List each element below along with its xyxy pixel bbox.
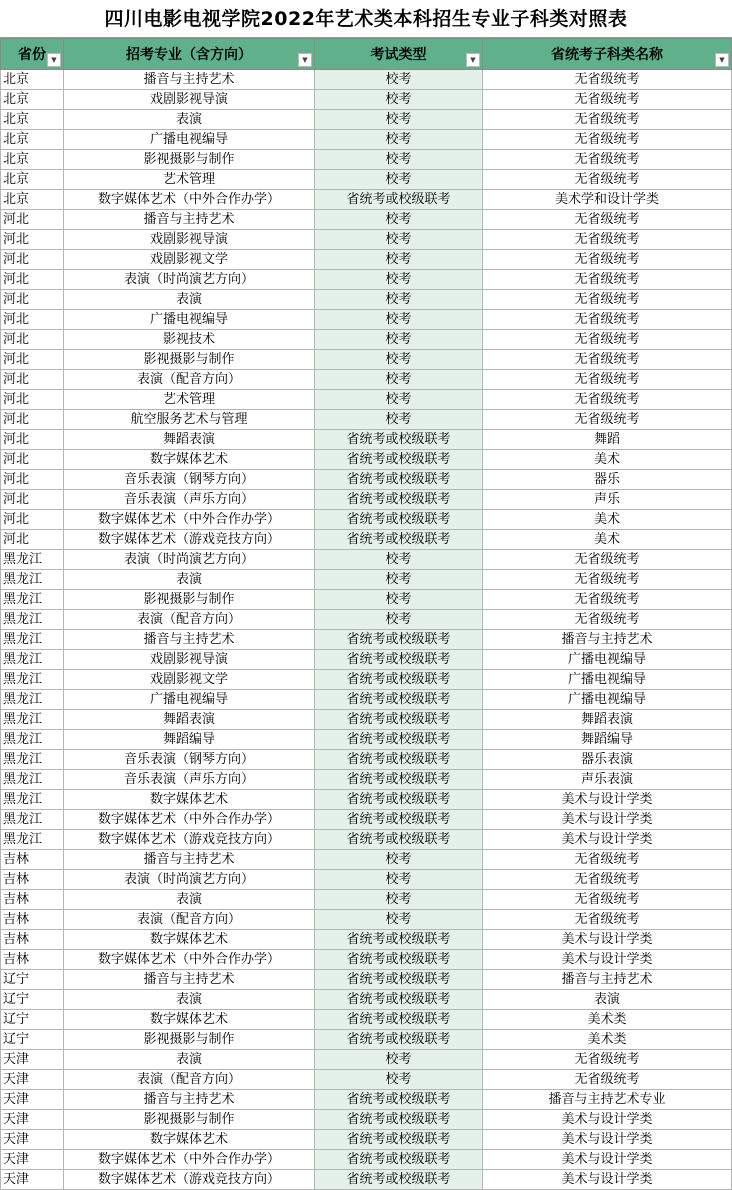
table-row <box>1 350 732 370</box>
cell-major[interactable]: 数字媒体艺术 <box>64 1010 315 1030</box>
cell-subcategory[interactable]: 无省级统考 <box>483 410 732 430</box>
cell-major[interactable]: 数字媒体艺术 <box>64 790 315 810</box>
table-row <box>1 110 732 130</box>
cell-exam-type[interactable]: 省统考或校级联考 <box>315 950 483 970</box>
table-row <box>1 390 732 410</box>
cell-exam-type[interactable]: 校考 <box>315 1070 483 1090</box>
table-row <box>1 890 732 910</box>
cell-province[interactable]: 吉林 <box>1 850 64 870</box>
cell-subcategory[interactable]: 无省级统考 <box>483 850 732 870</box>
cell-province[interactable]: 北京 <box>1 190 64 210</box>
table-row <box>1 830 732 850</box>
cell-major[interactable]: 舞蹈表演 <box>64 710 315 730</box>
cell-exam-type[interactable]: 省统考或校级联考 <box>315 830 483 850</box>
cell-province[interactable]: 河北 <box>1 370 64 390</box>
header-major <box>64 39 315 70</box>
cell-subcategory[interactable]: 无省级统考 <box>483 250 732 270</box>
cell-subcategory[interactable]: 美术与设计学类 <box>483 790 732 810</box>
header-province <box>1 39 64 70</box>
table-row <box>1 770 732 790</box>
cell-province[interactable]: 河北 <box>1 270 64 290</box>
cell-subcategory[interactable]: 无省级统考 <box>483 130 732 150</box>
cell-exam-type[interactable]: 校考 <box>315 230 483 250</box>
cell-province[interactable]: 黑龙江 <box>1 610 64 630</box>
cell-province[interactable]: 河北 <box>1 350 64 370</box>
cell-major[interactable]: 播音与主持艺术 <box>64 970 315 990</box>
cell-subcategory[interactable]: 声乐 <box>483 490 732 510</box>
cell-exam-type[interactable]: 省统考或校级联考 <box>315 670 483 690</box>
table-row <box>1 190 732 210</box>
cell-exam-type[interactable]: 校考 <box>315 610 483 630</box>
cell-exam-type[interactable]: 省统考或校级联考 <box>315 1030 483 1050</box>
cell-exam-type[interactable]: 校考 <box>315 130 483 150</box>
cell-province[interactable]: 天津 <box>1 1170 64 1190</box>
cell-subcategory[interactable]: 无省级统考 <box>483 90 732 110</box>
table-row <box>1 850 732 870</box>
table-row <box>1 870 732 890</box>
cell-major[interactable]: 表演 <box>64 290 315 310</box>
table-row <box>1 650 732 670</box>
cell-exam-type[interactable]: 省统考或校级联考 <box>315 730 483 750</box>
cell-major[interactable]: 艺术管理 <box>64 170 315 190</box>
cell-subcategory[interactable]: 无省级统考 <box>483 890 732 910</box>
table-row <box>1 530 732 550</box>
dropdown-arrow-icon[interactable]: ▼ <box>466 53 480 67</box>
cell-major[interactable]: 音乐表演（声乐方向） <box>64 770 315 790</box>
table-row <box>1 630 732 650</box>
cell-province[interactable]: 河北 <box>1 390 64 410</box>
table-row <box>1 130 732 150</box>
cell-subcategory[interactable]: 美术类 <box>483 1010 732 1030</box>
cell-exam-type[interactable]: 省统考或校级联考 <box>315 690 483 710</box>
cell-province[interactable]: 黑龙江 <box>1 710 64 730</box>
cell-exam-type[interactable]: 校考 <box>315 410 483 430</box>
header-label: 考试类型 <box>370 47 427 63</box>
cell-province[interactable]: 黑龙江 <box>1 830 64 850</box>
table-row <box>1 1170 732 1190</box>
cell-exam-type[interactable]: 省统考或校级联考 <box>315 650 483 670</box>
cell-province[interactable]: 河北 <box>1 330 64 350</box>
cell-major[interactable]: 影视技术 <box>64 330 315 350</box>
cell-major[interactable]: 表演 <box>64 110 315 130</box>
cell-exam-type[interactable]: 省统考或校级联考 <box>315 1010 483 1030</box>
cell-exam-type[interactable]: 校考 <box>315 110 483 130</box>
cell-province[interactable]: 黑龙江 <box>1 790 64 810</box>
cell-major[interactable]: 数字媒体艺术（游戏竞技方向） <box>64 830 315 850</box>
cell-subcategory[interactable]: 舞蹈编导 <box>483 730 732 750</box>
table-row <box>1 290 732 310</box>
cell-subcategory[interactable]: 无省级统考 <box>483 290 732 310</box>
cell-major[interactable]: 数字媒体艺术（中外合作办学） <box>64 950 315 970</box>
cell-province[interactable]: 河北 <box>1 210 64 230</box>
cell-major[interactable]: 表演（配音方向） <box>64 1070 315 1090</box>
cell-major[interactable]: 数字媒体艺术（中外合作办学） <box>64 1150 315 1170</box>
cell-subcategory[interactable]: 美术类 <box>483 1030 732 1050</box>
cell-major[interactable]: 影视摄影与制作 <box>64 1110 315 1130</box>
cell-exam-type[interactable]: 校考 <box>315 210 483 230</box>
cell-province[interactable]: 天津 <box>1 1050 64 1070</box>
cell-exam-type[interactable]: 校考 <box>315 250 483 270</box>
cell-major[interactable]: 舞蹈编导 <box>64 730 315 750</box>
cell-province[interactable]: 黑龙江 <box>1 750 64 770</box>
cell-subcategory[interactable]: 舞蹈表演 <box>483 710 732 730</box>
cell-subcategory[interactable]: 美术 <box>483 510 732 530</box>
cell-subcategory[interactable]: 美术 <box>483 450 732 470</box>
cell-province[interactable]: 黑龙江 <box>1 650 64 670</box>
cell-major[interactable]: 影视摄影与制作 <box>64 590 315 610</box>
cell-subcategory[interactable]: 无省级统考 <box>483 610 732 630</box>
cell-major[interactable]: 数字媒体艺术（中外合作办学） <box>64 510 315 530</box>
filter-active-icon[interactable]: ▼ <box>47 53 61 67</box>
cell-exam-type[interactable]: 省统考或校级联考 <box>315 810 483 830</box>
table-row <box>1 950 732 970</box>
cell-province[interactable]: 黑龙江 <box>1 770 64 790</box>
cell-exam-type[interactable]: 省统考或校级联考 <box>315 630 483 650</box>
cell-subcategory[interactable]: 无省级统考 <box>483 370 732 390</box>
cell-major[interactable]: 表演（时尚演艺方向） <box>64 870 315 890</box>
table-row <box>1 1070 732 1090</box>
table-row <box>1 810 732 830</box>
cell-province[interactable]: 辽宁 <box>1 990 64 1010</box>
table-row <box>1 1030 732 1050</box>
cell-province[interactable]: 黑龙江 <box>1 690 64 710</box>
cell-major[interactable]: 戏剧影视导演 <box>64 90 315 110</box>
cell-province[interactable]: 河北 <box>1 510 64 530</box>
cell-province[interactable]: 天津 <box>1 1150 64 1170</box>
cell-major[interactable]: 播音与主持艺术 <box>64 70 315 90</box>
cell-exam-type[interactable]: 校考 <box>315 90 483 110</box>
cell-province[interactable]: 北京 <box>1 70 64 90</box>
cell-major[interactable]: 影视摄影与制作 <box>64 1030 315 1050</box>
cell-subcategory[interactable]: 美术 <box>483 530 732 550</box>
table-row <box>1 90 732 110</box>
cell-subcategory[interactable]: 器乐表演 <box>483 750 732 770</box>
cell-major[interactable]: 广播电视编导 <box>64 310 315 330</box>
cell-exam-type[interactable]: 省统考或校级联考 <box>315 930 483 950</box>
table-row <box>1 70 732 90</box>
cell-province[interactable]: 黑龙江 <box>1 590 64 610</box>
cell-exam-type[interactable]: 校考 <box>315 290 483 310</box>
cell-exam-type[interactable]: 省统考或校级联考 <box>315 1170 483 1190</box>
cell-province[interactable]: 河北 <box>1 450 64 470</box>
cell-subcategory[interactable]: 播音与主持艺术 <box>483 630 732 650</box>
cell-exam-type[interactable]: 省统考或校级联考 <box>315 1150 483 1170</box>
table-row <box>1 250 732 270</box>
cell-province[interactable]: 北京 <box>1 130 64 150</box>
cell-province[interactable]: 河北 <box>1 430 64 450</box>
header-row <box>1 39 732 70</box>
cell-subcategory[interactable]: 无省级统考 <box>483 1050 732 1070</box>
cell-subcategory[interactable]: 舞蹈 <box>483 430 732 450</box>
cell-province[interactable]: 吉林 <box>1 890 64 910</box>
cell-subcategory[interactable]: 无省级统考 <box>483 270 732 290</box>
header-exam-type <box>315 39 483 70</box>
cell-province[interactable]: 河北 <box>1 470 64 490</box>
cell-subcategory[interactable]: 广播电视编导 <box>483 690 732 710</box>
cell-subcategory[interactable]: 表演 <box>483 990 732 1010</box>
cell-subcategory[interactable]: 声乐表演 <box>483 770 732 790</box>
cell-major[interactable]: 表演 <box>64 990 315 1010</box>
cell-subcategory[interactable]: 无省级统考 <box>483 390 732 410</box>
cell-major[interactable]: 广播电视编导 <box>64 130 315 150</box>
cell-subcategory[interactable]: 美术与设计学类 <box>483 1150 732 1170</box>
cell-province[interactable]: 黑龙江 <box>1 730 64 750</box>
cell-major[interactable]: 艺术管理 <box>64 390 315 410</box>
cell-subcategory[interactable]: 无省级统考 <box>483 350 732 370</box>
cell-exam-type[interactable]: 省统考或校级联考 <box>315 790 483 810</box>
table-row <box>1 610 732 630</box>
cell-exam-type[interactable]: 校考 <box>315 590 483 610</box>
table-row <box>1 750 732 770</box>
table-row <box>1 1110 732 1130</box>
table-row <box>1 170 732 190</box>
cell-subcategory[interactable]: 美术与设计学类 <box>483 1130 732 1150</box>
cell-exam-type[interactable]: 省统考或校级联考 <box>315 970 483 990</box>
cell-major[interactable]: 数字媒体艺术 <box>64 930 315 950</box>
cell-exam-type[interactable]: 校考 <box>315 150 483 170</box>
cell-subcategory[interactable]: 无省级统考 <box>483 550 732 570</box>
cell-major[interactable]: 表演（配音方向） <box>64 370 315 390</box>
dropdown-arrow-icon[interactable]: ▼ <box>298 53 312 67</box>
table-row <box>1 450 732 470</box>
cell-major[interactable]: 影视摄影与制作 <box>64 350 315 370</box>
cell-exam-type[interactable]: 省统考或校级联考 <box>315 990 483 1010</box>
cell-major[interactable]: 数字媒体艺术 <box>64 450 315 470</box>
table-row <box>1 330 732 350</box>
cell-exam-type[interactable]: 校考 <box>315 910 483 930</box>
table-row <box>1 270 732 290</box>
cell-major[interactable]: 广播电视编导 <box>64 690 315 710</box>
table-row <box>1 670 732 690</box>
cell-major[interactable]: 戏剧影视导演 <box>64 230 315 250</box>
cell-subcategory[interactable]: 美术与设计学类 <box>483 830 732 850</box>
cell-province[interactable]: 河北 <box>1 310 64 330</box>
cell-major[interactable]: 影视摄影与制作 <box>64 150 315 170</box>
cell-major[interactable]: 音乐表演（声乐方向） <box>64 490 315 510</box>
cell-major[interactable]: 音乐表演（钢琴方向） <box>64 750 315 770</box>
cell-subcategory[interactable]: 器乐 <box>483 470 732 490</box>
cell-subcategory[interactable]: 美术与设计学类 <box>483 1170 732 1190</box>
table-body <box>1 70 732 1190</box>
cell-major[interactable]: 数字媒体艺术（中外合作办学） <box>64 190 315 210</box>
header-subcategory <box>483 39 732 70</box>
header-label: 招考专业（含方向） <box>126 47 252 63</box>
cell-major[interactable]: 航空服务艺术与管理 <box>64 410 315 430</box>
cell-subcategory[interactable]: 无省级统考 <box>483 910 732 930</box>
table-row <box>1 710 732 730</box>
cell-subcategory[interactable]: 播音与主持艺术专业 <box>483 1090 732 1110</box>
cell-exam-type[interactable]: 省统考或校级联考 <box>315 190 483 210</box>
cell-exam-type[interactable]: 省统考或校级联考 <box>315 1110 483 1130</box>
cell-subcategory[interactable]: 美术与设计学类 <box>483 930 732 950</box>
cell-province[interactable]: 辽宁 <box>1 1030 64 1050</box>
cell-province[interactable]: 河北 <box>1 250 64 270</box>
table-row <box>1 990 732 1010</box>
cell-exam-type[interactable]: 校考 <box>315 550 483 570</box>
cell-province[interactable]: 河北 <box>1 530 64 550</box>
header-label: 省份 <box>18 47 46 63</box>
cell-province[interactable]: 吉林 <box>1 910 64 930</box>
cell-exam-type[interactable]: 省统考或校级联考 <box>315 510 483 530</box>
cell-exam-type[interactable]: 校考 <box>315 330 483 350</box>
cell-exam-type[interactable]: 校考 <box>315 870 483 890</box>
cell-subcategory[interactable]: 美术学和设计学类 <box>483 190 732 210</box>
cell-exam-type[interactable]: 校考 <box>315 390 483 410</box>
cell-province[interactable]: 北京 <box>1 150 64 170</box>
cell-subcategory[interactable]: 无省级统考 <box>483 150 732 170</box>
cell-province[interactable]: 北京 <box>1 170 64 190</box>
cell-province[interactable]: 河北 <box>1 410 64 430</box>
cell-major[interactable]: 数字媒体艺术 <box>64 1130 315 1150</box>
cell-province[interactable]: 黑龙江 <box>1 670 64 690</box>
cell-exam-type[interactable]: 校考 <box>315 570 483 590</box>
table-row <box>1 1130 732 1150</box>
table-row <box>1 150 732 170</box>
cell-subcategory[interactable]: 无省级统考 <box>483 70 732 90</box>
table-row <box>1 1010 732 1030</box>
cell-major[interactable]: 戏剧影视文学 <box>64 670 315 690</box>
cell-exam-type[interactable]: 校考 <box>315 70 483 90</box>
cell-exam-type[interactable]: 校考 <box>315 850 483 870</box>
cell-province[interactable]: 北京 <box>1 90 64 110</box>
cell-major[interactable]: 表演 <box>64 890 315 910</box>
cell-exam-type[interactable]: 校考 <box>315 170 483 190</box>
cell-subcategory[interactable]: 无省级统考 <box>483 590 732 610</box>
cell-province[interactable]: 吉林 <box>1 930 64 950</box>
cell-major[interactable]: 舞蹈表演 <box>64 430 315 450</box>
cell-exam-type[interactable]: 校考 <box>315 370 483 390</box>
table-row <box>1 590 732 610</box>
cell-subcategory[interactable]: 无省级统考 <box>483 210 732 230</box>
cell-major[interactable]: 表演（配音方向） <box>64 610 315 630</box>
cell-province[interactable]: 天津 <box>1 1090 64 1110</box>
cell-province[interactable]: 河北 <box>1 490 64 510</box>
cell-subcategory[interactable]: 播音与主持艺术 <box>483 970 732 990</box>
cell-subcategory[interactable]: 无省级统考 <box>483 330 732 350</box>
table-row <box>1 490 732 510</box>
table-row <box>1 310 732 330</box>
cell-province[interactable]: 黑龙江 <box>1 810 64 830</box>
cell-exam-type[interactable]: 省统考或校级联考 <box>315 430 483 450</box>
cell-province[interactable]: 天津 <box>1 1070 64 1090</box>
cell-subcategory[interactable]: 广播电视编导 <box>483 670 732 690</box>
cell-exam-type[interactable]: 省统考或校级联考 <box>315 470 483 490</box>
cell-major[interactable]: 表演（时尚演艺方向） <box>64 550 315 570</box>
cell-exam-type[interactable]: 校考 <box>315 890 483 910</box>
cell-province[interactable]: 黑龙江 <box>1 570 64 590</box>
cell-major[interactable]: 数字媒体艺术（中外合作办学） <box>64 810 315 830</box>
cell-subcategory[interactable]: 美术与设计学类 <box>483 950 732 970</box>
cell-major[interactable]: 播音与主持艺术 <box>64 1090 315 1110</box>
cell-province[interactable]: 河北 <box>1 290 64 310</box>
cell-major[interactable]: 表演 <box>64 570 315 590</box>
table-row <box>1 430 732 450</box>
cell-major[interactable]: 表演（配音方向） <box>64 910 315 930</box>
table-row <box>1 970 732 990</box>
cell-exam-type[interactable]: 校考 <box>315 310 483 330</box>
cell-major[interactable]: 数字媒体艺术（游戏竞技方向） <box>64 530 315 550</box>
cell-province[interactable]: 黑龙江 <box>1 630 64 650</box>
cell-province[interactable]: 辽宁 <box>1 1010 64 1030</box>
table-row <box>1 210 732 230</box>
cell-major[interactable]: 播音与主持艺术 <box>64 850 315 870</box>
dropdown-arrow-icon[interactable]: ▼ <box>715 53 729 67</box>
table-row <box>1 230 732 250</box>
cell-exam-type[interactable]: 省统考或校级联考 <box>315 1090 483 1110</box>
cell-subcategory[interactable]: 美术与设计学类 <box>483 1110 732 1130</box>
cell-subcategory[interactable]: 无省级统考 <box>483 310 732 330</box>
cell-province[interactable]: 天津 <box>1 1130 64 1150</box>
cell-exam-type[interactable]: 省统考或校级联考 <box>315 750 483 770</box>
cell-subcategory[interactable]: 无省级统考 <box>483 570 732 590</box>
cell-province[interactable]: 天津 <box>1 1110 64 1130</box>
table-row <box>1 570 732 590</box>
cell-exam-type[interactable]: 省统考或校级联考 <box>315 1130 483 1150</box>
cell-exam-type[interactable]: 省统考或校级联考 <box>315 710 483 730</box>
cell-major[interactable]: 戏剧影视导演 <box>64 650 315 670</box>
cell-exam-type[interactable]: 校考 <box>315 350 483 370</box>
table-row <box>1 790 732 810</box>
cell-exam-type[interactable]: 省统考或校级联考 <box>315 490 483 510</box>
cell-subcategory[interactable]: 无省级统考 <box>483 870 732 890</box>
cell-province[interactable]: 辽宁 <box>1 970 64 990</box>
cell-province[interactable]: 黑龙江 <box>1 550 64 570</box>
cell-province[interactable]: 河北 <box>1 230 64 250</box>
table-row <box>1 550 732 570</box>
table-row <box>1 910 732 930</box>
cell-exam-type[interactable]: 省统考或校级联考 <box>315 530 483 550</box>
header-label: 省统考子科类名称 <box>551 47 663 63</box>
cell-exam-type[interactable]: 校考 <box>315 270 483 290</box>
cell-major[interactable]: 播音与主持艺术 <box>64 630 315 650</box>
table-row <box>1 930 732 950</box>
mapping-table <box>0 38 732 1190</box>
cell-major[interactable]: 表演 <box>64 1050 315 1070</box>
table-row <box>1 690 732 710</box>
table-row <box>1 730 732 750</box>
cell-exam-type[interactable]: 校考 <box>315 1050 483 1070</box>
table-row <box>1 1050 732 1070</box>
table-row <box>1 370 732 390</box>
cell-subcategory[interactable]: 无省级统考 <box>483 1070 732 1090</box>
cell-subcategory[interactable]: 无省级统考 <box>483 230 732 250</box>
cell-province[interactable]: 吉林 <box>1 870 64 890</box>
table-row <box>1 1150 732 1170</box>
table-row <box>1 510 732 530</box>
cell-province[interactable]: 吉林 <box>1 950 64 970</box>
cell-major[interactable]: 播音与主持艺术 <box>64 210 315 230</box>
table-row <box>1 470 732 490</box>
cell-exam-type[interactable]: 省统考或校级联考 <box>315 450 483 470</box>
cell-province[interactable]: 北京 <box>1 110 64 130</box>
cell-subcategory[interactable]: 无省级统考 <box>483 170 732 190</box>
cell-exam-type[interactable]: 省统考或校级联考 <box>315 770 483 790</box>
cell-major[interactable]: 表演（时尚演艺方向） <box>64 270 315 290</box>
sheet-title: 四川电影电视学院2022年艺术类本科招生专业子科类对照表 <box>0 0 732 38</box>
cell-major[interactable]: 音乐表演（钢琴方向） <box>64 470 315 490</box>
cell-major[interactable]: 数字媒体艺术（游戏竞技方向） <box>64 1170 315 1190</box>
cell-subcategory[interactable]: 美术与设计学类 <box>483 810 732 830</box>
table-row <box>1 1090 732 1110</box>
cell-major[interactable]: 戏剧影视文学 <box>64 250 315 270</box>
table-row <box>1 410 732 430</box>
cell-subcategory[interactable]: 广播电视编导 <box>483 650 732 670</box>
cell-subcategory[interactable]: 无省级统考 <box>483 110 732 130</box>
